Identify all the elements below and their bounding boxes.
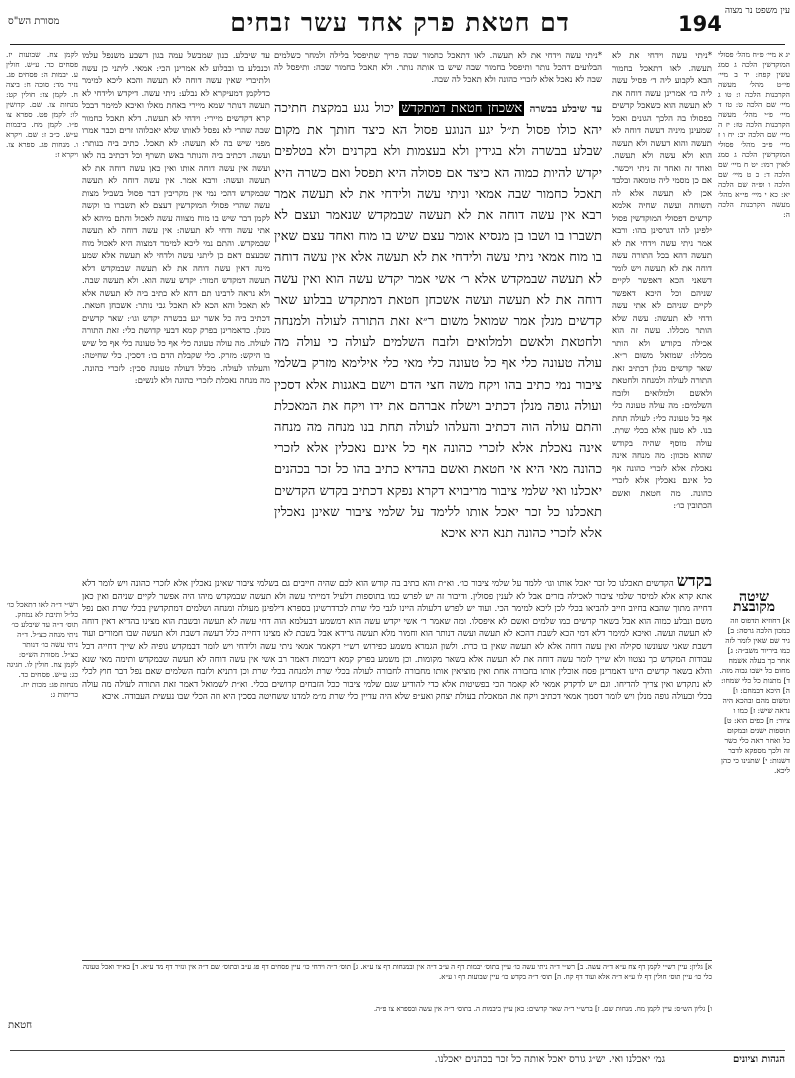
hagahot-text: גמ׳ יאכלנו ואי. יש״ג גורס יאכל אותה כל זכר בכהנים יאכלנו. [434, 1054, 665, 1065]
hagahot-column: רש״י ד״ה לאו דתאכל כו׳ כל״ל ותיבת לא נמחק. תוס׳ ד״ה עד שיבלע כו׳ ניתי מנחה כצ״ל. ד״ה ניתי עשה כו׳ דנותר כצ״ל. מסורת הש״ס: לקמן צח. חולין לו. חגיגה כג: ע״ש. פסחים כד. מנחות פג: מכות יח. כריתות ג: [6, 600, 78, 699]
tosafot-top-gloss: *ניתי עשה וידחי את לא תעשה. לאו דתאכל כחמור שבה פריך שתיפסל בלילה ולמחר כשלמים הבלועים דהכל נותר ותיפסל בחמור שבה שיש בו אותה נותר. ולא תאכל כחמור שבה: ותיפסל לה שבה לא נאכל אלא לזכרי כהונה ולא תאכל לה שבה. [274, 51, 602, 85]
page-signature: חטאת [8, 1020, 33, 1031]
ein-mishpat-column: יג א מיי׳ פ״ח מהל׳ פסולי המוקדשין הלכה ג סמג עשין קפח: יד ב מיי׳ פי״ט מהל׳ מעשה הקרבנות הלכה ו: טו ג מיי׳ שם הלכה ט: טז ד מיי׳ פ״י מהל׳ מעשה הקרבנות הלכה טז: יז ה מיי׳ שם הלכה יב: יח ו ז מיי׳ פ״ב מהל׳ פסולי המוקדשין הלכה ג סמג לאוין רמו: יט ח מיי׳ שם הלכה ד: כ ט מיי׳ שם הלכה ו ופ״ה שם הלכה יא: כא י מיי׳ פי״א מהל׳ מעשה הקרבנות הלכה ה: [718, 50, 790, 219]
ein-mishpat-header: עין משפט נר מצוה [724, 6, 790, 16]
page-title: דם חטאת פרק אחד עשר זבחים [230, 8, 570, 37]
lower-tosafot-lead: בקדש [676, 575, 712, 590]
gemara-label: אשכחן חטאת דמתקדש [401, 101, 523, 116]
footnotes-small: ו] גליון הש״ס: עיין לקמן מח. מנחות שם. ז] ברש״י ד״ה שאר קדשים: כאן עיין ביבמות ה. בתוס׳ ד״ה אין עשה ובספרא צו פ״ה. [373, 1005, 712, 1013]
bottom-rule [10, 1050, 785, 1051]
gemara-body: יכול נגע במקצת חתיכה יהא כולו פסול ת״ל יגע הנוגע פסול הא כיצד חותך את מקום שבלע בבשרה ולא בגידין ולא בעצמות ולא בקרנים ולא בטלפים יקדש להיות כמוה הא כיצד אם פסולה היא תפסל ואם כשרה היא תאכל כחמור שבה אמאי וניתי עשה ולידחי את לא תעשה אמר רבא אין עשה דוחה את לא תעשה שבמקדש שנאמר ועצם לא תשברו בו ושבו בן מנסיא אומר עצם שיש בו מוח ואחד עצם שאין בו מוח אמאי ניתי עשה ולידחי את לא תעשה אלא אין עשה דוחה לא תעשה שבמקדש אלא ר׳ אשי אמר יקדש עשה הוא ואין עשה דוחה את לא תעשה ועשה אשכחן חטאת דמתקדש בבלוע שאר קדשים מנלן אמר שמואל משום ר״א זאת התורה לעולה ולמנחה ולחטאת ולאשם ולמלואים ולזבח השלמים לעולה כי עולה מה עולה טעונה כלי אף כל טעונה כלי מאי כלי אילימא מזרק בשלמי ציבור נמי כתיב בהו ויקח משה חצי הדם וישם באגנות אלא דסכין ועולה גופה מנלן דכתיב וישלח אברהם את ידו ויקח את המאכלת והתם עולה הוה דכתיב והעלהו לעולה תחת בנו מנחה מה מנחה אינה נאכלת אלא לזכרי כהונה אף כל אינם נאכלין אלא לזכרי כהונה מאי היא אי חטאת ואשם בהדיא כתיב בהו כל זכר בכהנים יאכלנו ואי שלמי ציבור מריבויא דקרא נפקא דכתיב בקדש הקדשים תאכלנו כל זכר יאכל אותו ללימד על שלמי ציבור שאינן נאכלין אלא לזכרי כהונה תנא היא איכא [274, 101, 602, 542]
gemara-text [274, 98, 602, 558]
page-number: 194 [678, 12, 722, 36]
lower-tosafot-end: איכא [101, 692, 119, 703]
header-rule [10, 44, 785, 45]
shita-body: א] דחוזיא תדפוס וזה כמכון הלכה גרסה: ב] גיר שם שאין לומר לזה כמו ביריור משב״ה: ג] אחר כך בעלה אשמח מחום כל ישבו גבוה מזה. ד] מתנות כל כלי שמחו: ה] היכא דבמחם: ו] ומשום מהם ובהכא היה נראה שיש: ז] כמו ו ציור: ח] כפים הוא: ט] תוספות ישנים ובמקום כל ואחר ראה כלי כשר זה ולכך מספקא לדבר דשנות: י] שתנינו כי כהן ליכא. [719, 616, 790, 775]
footnotes: א] גליון: עיין רש״י לקמן דף צח ע״א ד״ה עשה. ב] רש״י ד״ה ניתי עשה כו׳ עיין בתוס׳ יבמות דף ה ע״ב ד״ה אין ובמנחות דף צו ע״א. ג] תוס׳ ד״ה וידחי כו׳ עיין פסחים דף פג ע״ב ובתוס׳ שם ד״ה אין ונזיר דף מד ע״א. ד] בא״ד ואכל טעונה כלי כו׳ עיין תוס׳ חולין דף לו ע״א ד״ה אלא ועוד דף קח. ה] תוס׳ ד״ה בקדש כו׳ עיין שבועות דף ו ע״א. [83, 963, 712, 981]
mesoret-header: מסורת הש"ס [8, 16, 60, 27]
tosafot-commentary: עד שיבלע. כנון שמבשל עמה בגון דשבע משנפל עלמו וכנבלע בו ובבלוע לא אמרינן הכי: אמאי. ליתני כן עשה ולתיכרי שאין עשה דוחה לא תעשה והכא ליכא למימר כדלקמן דמעיקרא לא נבלע: ניתי עשה. דיקדש ולידחי לא תעשה דנותר שמא מיירי באחת מאלו ואיכא למימר דבכל קרא דקדשים מיירי: וידחי לא תעשה. דלא תאכל כחמור שבה שהרי לא נפסל לאותו שלא יאכלוהו זרים וכבר אמרו מפני שיש בה לא תעשה: לא תאכל. כתיב ביה בנותר: ועשה. דכתיב ביה והנותר באש תשרף וכל דכתיב בה לאו ועשה אין עשה דוחה אותו ואין כאן עשה דוחה את לא תעשה ועשה: ורבא אמר. אין עשה דוחה לא תעשה שבמקדש דהכי נמי אין מקריבין דבר פסול בשביל מצות עשה שהרי פסולי המוקדשין דעצם לא תשברו בו וקשה לקמן דבר שיש בו מוח מצווה עשה לאכול והתם מיהא לא אתי עשה ודחי לא תעשה: אין עשה דוחה לא תעשה שבמקדש. והתם נמי ליכא למימר דמצוה היא לאכול מוח שבעצם דאם כן ליתני עשה ולדחי לא תעשה אלא שמע מינה דאין עשה דוחה את לא תעשה שבמקדש דלא תעשה דמקדש חמור: יקדש עשה הוא. ולא תעשה שבה. ולא נראה לרבינו תם דהא לא כתיב ביה לא תעשה אלא לא תאכל והא הכא לא תאכל גבי נותר: אשכחן חטאת. דכתיב ביה כל אשר יגע בבשרה יקדש וגו׳: שאר קדשים מנלן. כדאמרינן בפרק קמא דבעי קדושת כלי: זאת התורה לעולה. מה עולה טעונה כלי אף כל טעונה כלי אף כל שיש בו היקש: מזרק. כלי שקבלת הדם בו: דסכין. כלי שחיטה: והעלהו לעולה. מכלל דעולה טעונה סכין: לזכרי כהונה. מה מנחה נאכלת לזכרי כהונה ולא לנשים: [82, 51, 270, 386]
mesoret-column: לקמן צח. שבועות יז. פסחים כד. ע״ש. חולין ע. יבמות ה: פסחים פג. נזיר מד: סוכה ח: ביצה ח. לקמן צז: חולין קט: מנחות צו. שם. קדושין לו: לקמן פט. ספרא צו פ״ו. לקמן מח. ביבמות ע״ש. כ״ב ז: שם. ויקרא ו. מנחות פג. ספרא צו. ויקרא ז: [6, 50, 78, 159]
hagahot-title: הגהות וציונים [732, 1054, 785, 1065]
footnote-rule [82, 960, 712, 961]
gemara-lead-words: עד שיבלע בבשרה [529, 104, 602, 115]
lower-tosafot [82, 575, 712, 955]
shita-title: שיטה מקובצת [733, 592, 775, 615]
rashi-commentary: *ניתי עשה וידחי את לא תעשה. לאו דתאכל בחמור הבא לקבוע ליה ד׳ פסיל עשה ליה כו׳ אמרינן עשה דוחה את לא תעשה הוא כשאכל קדשים בפסולו בה הלכך הגונים ואכל שמעינן מיניה דעשה דוחה לא תעשה והוא דעשה ולא תעשה הוא ולא עשה ולא תעשה. ואחד זה ואחד זה ניתי ויכשר. אם כן מסמי ליה טומאה ובלבד אכן לא תעשה אלא לה תשוחה ועשה שחיה אלמא קדשים דפסולי המוקדשין פסול ילפינן להו דגרסינן בהו: ורבא אמר ניתי עשה וידחי את לא תעשה דהא בכל התורה עשה דוחה את לא תעשה ויש לומר דשאני הכא דאפשר לקיים שניהם וכל היכא דאפשר לקיים שניהם לא אתי עשה ודחי לא תעשה: עשה שלא הותר מכללו. עשה זה הוא אכילה בקודש ולא הותר מכללו: שמואל משום ר״א. שאר קדשים מנלן דכתיב זאת התורה לעולה ולמנחה ולחטאת ולאשם ולמלואים ולזבח השלמים: מה עולה טעונה כלי אף כל טעונה כלי: לעולה תחת בנו. לא טעון אלא בכלי שרת. עולה מוסף שהיה בקודש שהוא מכוון: מה מנחה אינה נאכלת אלא לזכרי כהונה אף כל אינם נאכלין אלא לזכרי כהונה. מה חטאת ואשם הכתובין כו׳: [612, 51, 712, 511]
lower-tosafot-body: הקדשים תאכלנו כל זכר יאכל אותו וגו׳ ללמד על שלמי ציבור כו׳. וא״ת והא כתיב בה קודש הוא לכם שהיה חייבים גם בשלמי ציבור שאינן נאכלין אלא לזכרי כהונה ויש לומר דלא אתא קרא אלא למיסר שלמי ציבור לאכילה בזרים אבל לא לענין פסולין. ודיבור זה יש לפרש כמו בתוספות דלעיל דמייתי עשה ולא תעשה שבמקדש מיהו היה אפשר לקיים שניהם ואין כאן דחייה מתוך שהבא בחיוב חייב להביאו בכלי לכן ליכא למימר הכי. ועוד יש לפרש דלעולה היינו לגבי כלי שרת לכדדרשינן בספרא דילפינן מעולה ומנחה ושלמים דמתקדשין בכלי שרת ואם נפל משם ונבלע כמוה הוא אבל בשאר קדשים כמו שלמים ואשם לא איפסלו. ומה שאמר ר׳ אשי יקדש עשה הוא דמשמע דבעלמא הוה דחי עשה לא תעשה ובשבת הוא מצינו בהדיא דאין דוחה לא תעשה ועשה. ואיכא למימר דלא דמי הכא לשבת דהכא לא תעשה ועשה דנותר הוא וחמור מלא תעשה גרידא אבל בשבת לא מצינו דחייה כלל דעשה דשבת ולא תעשה שבו חמורים ועוד דשבת שאני שעונשו סקילה ואין עשה דוחה אלא לא תעשה שאין בו כרת. ולשון הגמרא משמע כפירוש רש״י דקאמר אמאי ניתי עשה ולידחי ויש לומר דבמקדש גופיה לא שייך דחייה דכל עבודות המקדש כך נצטוו ולא שייך לומר עשה דוחה את לא תעשה אלא בשאר מקומות. וכן משמע בפרק קמא דיבמות דאמר רב אשי אין עשה דוחה לא תעשה שבמקדש ותימה מאי שנא והלא בשאר קדשים היינו דאמרינן פסח אוכלין אותו בחבורה אחת ואין מוציאין אותו מחבורה לחבורה לעולה בכלי שרת ולמנחה בכלי שרת וכן דתניא ולזבח השלמים שאם נפל דבר חוץ לכלי לא נתקדש ואין צריך להדיחו. וגם יש לדקדק אמאי לא קאמר הכי בפשיטות אלא כדי להודיע שגם שלמי ציבור ככל הזבחים קדושים בכלי. וא״ת לשמואל דאמר זאת התורה לעולה מה עולה בכלי ובעולה גופה מנלן ויש לומר דסמך אמאי דכתיב ויקח את המאכלת בעולת יצחק ואע״פ שלא היה עדיין כלי שרת מ״מ למדנו ששחיטה בסכין היא וזה הכלי שבו נעשית העבודה. [82, 579, 712, 703]
shita-mekubetzet [718, 592, 790, 872]
